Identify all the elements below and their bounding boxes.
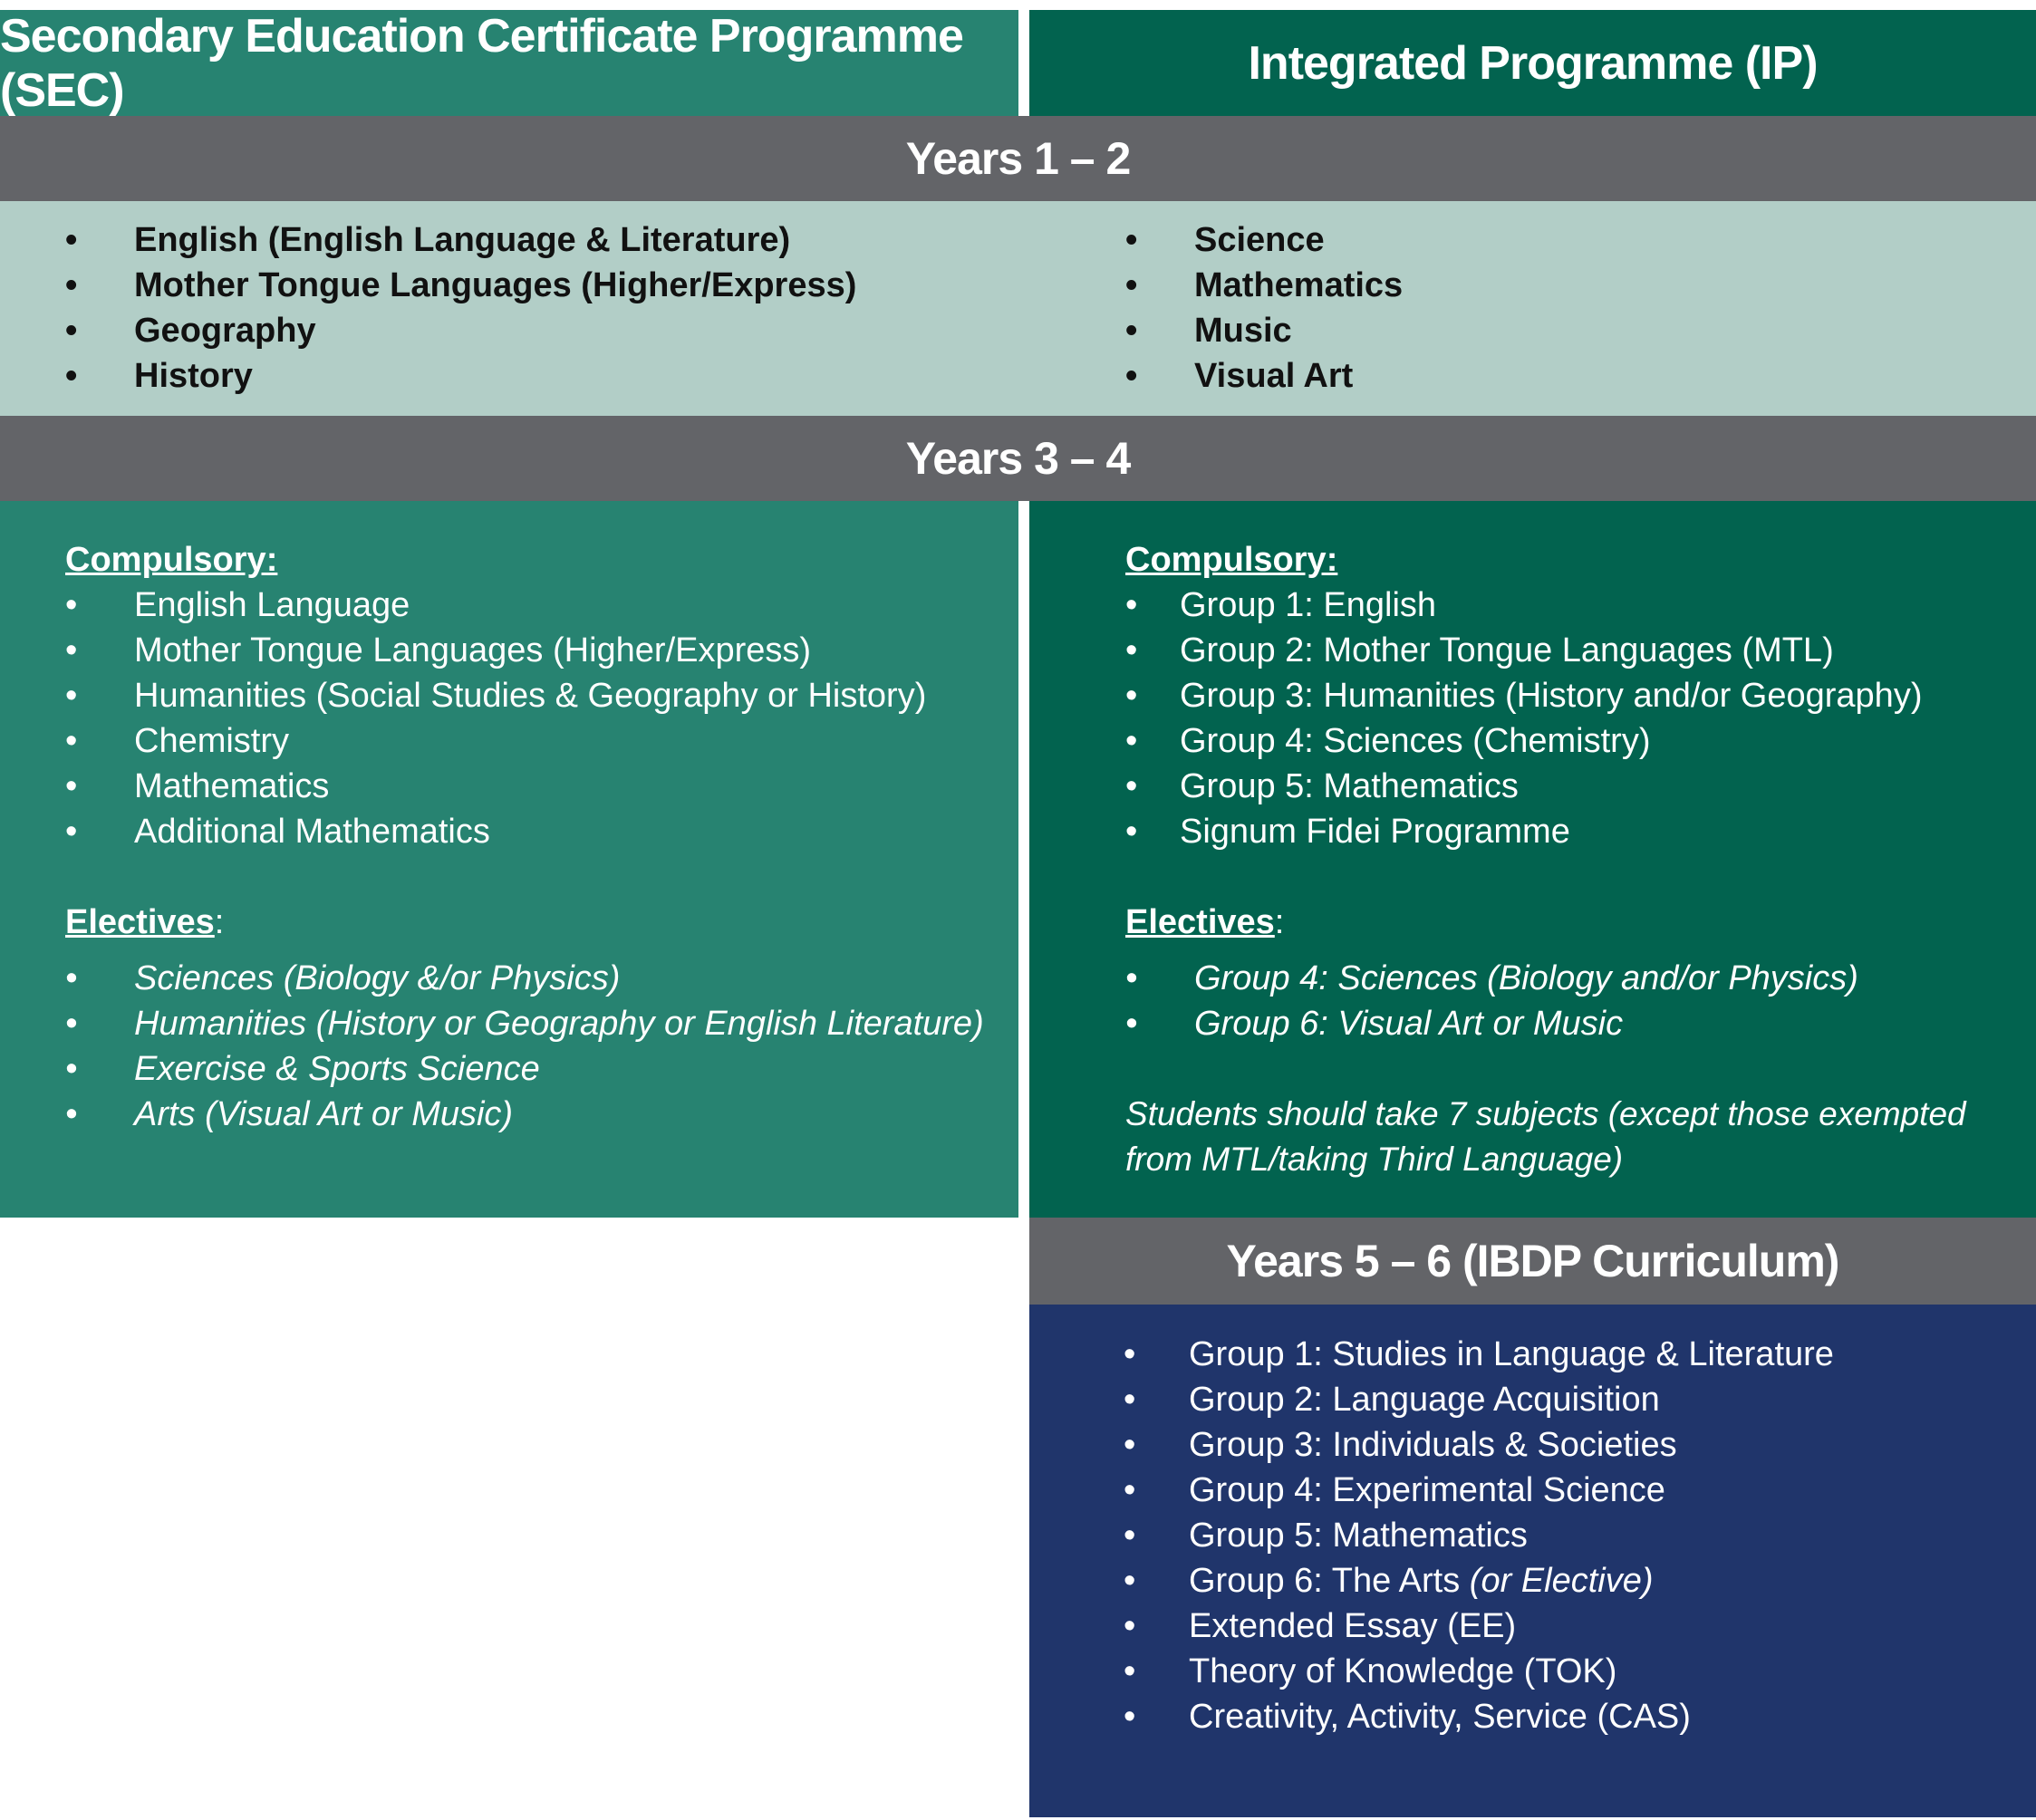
sec-electives-label: Electives: (65, 903, 225, 941)
list-item: • Group 6: The Arts (or Elective) (1124, 1558, 1834, 1603)
ibdp-list (1124, 1332, 1834, 1739)
list-item: • Group 5: Mathematics (1125, 764, 1922, 809)
list-item: • Signum Fidei Programme (1125, 809, 1922, 854)
list-item: • Sciences (Biology &/or Physics) (65, 956, 984, 1001)
list-item: • Group 4: Sciences (Biology and/or Physics) (1125, 956, 1858, 1001)
years-1-2-content (0, 201, 2036, 416)
list-item: • Group 6: Visual Art or Music (1125, 1001, 1858, 1046)
list-item: • Creativity, Activity, Service (CAS) (1124, 1694, 1834, 1739)
list-item: • Humanities (Social Studies & Geography or History) (65, 673, 926, 718)
list-item: • Group 2: Language Acquisition (1124, 1377, 1834, 1422)
list-item: • English (English Language & Literature) (65, 217, 856, 263)
list-item: • Humanities (History or Geography or English Literature) (65, 1001, 984, 1046)
list-item: • Group 1: English (1125, 583, 1922, 628)
list-item: • Group 1: Studies in Language & Literature (1124, 1332, 1834, 1377)
arts-elective-note: (or Elective) (1469, 1562, 1654, 1600)
sec-years-3-4-panel (0, 501, 1018, 1218)
ip-header-title: Integrated Programme (IP) (1248, 36, 1818, 90)
sec-compulsory-list (65, 583, 926, 854)
list-item: • Mathematics (65, 764, 926, 809)
years-5-6-header (1029, 1218, 2036, 1305)
list-item: • Additional Mathematics (65, 809, 926, 854)
ip-electives-list (1125, 956, 1858, 1046)
ip-header (1029, 10, 2036, 116)
sec-header-title: Secondary Education Certificate Programme (SEC) (0, 9, 963, 117)
sec-header (0, 10, 1018, 116)
list-item: • Music (1125, 308, 1403, 353)
list-item: • Group 3: Individuals & Societies (1124, 1422, 1834, 1468)
sec-compulsory-label: Compulsory: (65, 541, 278, 579)
list-item: • Chemistry (65, 718, 926, 764)
list-item: • Group 3: Humanities (History and/or Geography) (1125, 673, 1922, 718)
list-item: • Geography (65, 308, 856, 353)
ip-compulsory-list (1125, 583, 1922, 854)
list-item: • History (65, 353, 856, 399)
list-item: • Visual Art (1125, 353, 1403, 399)
ip-subjects-note: Students should take 7 subjects (except those exempted from MTL/taking Third Language) (1125, 1095, 1966, 1178)
list-item: • Exercise & Sports Science (65, 1046, 984, 1092)
ip-electives-label: Electives: (1125, 903, 1285, 941)
list-item: • Science (1125, 217, 1403, 263)
years-1-2-right-list (1125, 217, 1403, 399)
list-item: • Group 5: Mathematics (1124, 1513, 1834, 1558)
ip-years-3-4-panel (1029, 501, 2036, 1218)
list-item: • Theory of Knowledge (TOK) (1124, 1649, 1834, 1694)
list-item: • Arts (Visual Art or Music) (65, 1092, 984, 1137)
years-1-2-header (0, 116, 2036, 201)
years-1-2-title: Years 1 – 2 (905, 133, 1131, 184)
list-item: • Group 2: Mother Tongue Languages (MTL) (1125, 628, 1922, 673)
years-5-6-title: Years 5 – 6 (IBDP Curriculum) (1226, 1236, 1839, 1286)
list-item: • Mother Tongue Languages (Higher/Express) (65, 628, 926, 673)
list-item: • Group 4: Experimental Science (1124, 1468, 1834, 1513)
list-item: • Group 4: Sciences (Chemistry) (1125, 718, 1922, 764)
ibdp-panel (1029, 1305, 2036, 1817)
list-item: • Extended Essay (EE) (1124, 1603, 1834, 1649)
list-item: • Mother Tongue Languages (Higher/Express) (65, 263, 856, 308)
ip-compulsory-label: Compulsory: (1125, 541, 1338, 579)
years-3-4-header (0, 416, 2036, 501)
list-item: • English Language (65, 583, 926, 628)
years-3-4-title: Years 3 – 4 (905, 433, 1131, 484)
sec-electives-list (65, 956, 984, 1137)
years-1-2-left-list (65, 217, 856, 399)
list-item: • Mathematics (1125, 263, 1403, 308)
